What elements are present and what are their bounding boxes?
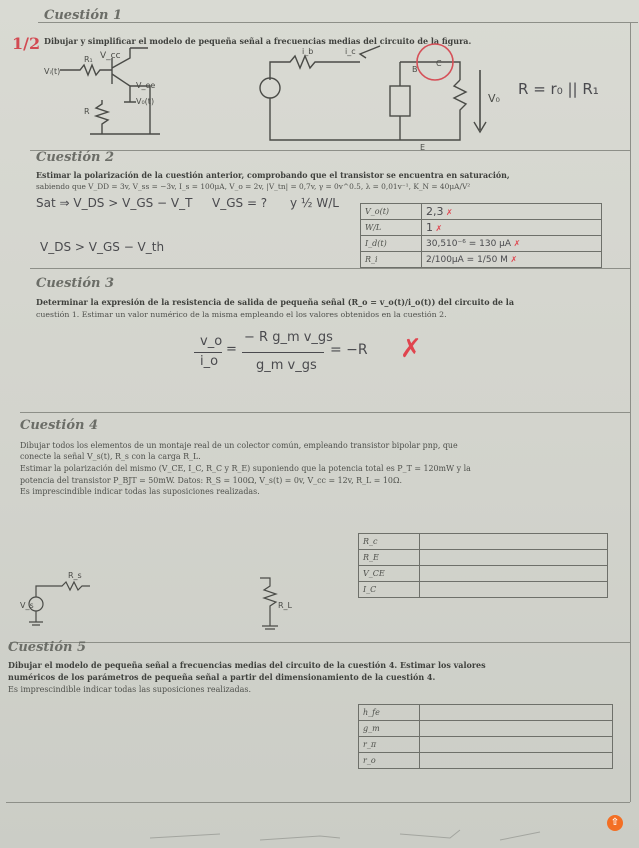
- bottom-scribbles: [20, 808, 620, 848]
- q4-results-table: [358, 533, 608, 598]
- q2-row-label: V_o(t): [361, 204, 422, 220]
- q4-row-answer[interactable]: [420, 534, 608, 550]
- q3-title: Cuestión 3: [36, 276, 115, 291]
- q5-row-answer[interactable]: [420, 721, 613, 737]
- q5-line3: Es imprescindible indicar todas las suposiciones realizadas.: [8, 685, 252, 694]
- q4-label-rs: R_s: [68, 571, 82, 580]
- q3-result: = −R: [330, 342, 368, 358]
- table-row: [359, 753, 613, 769]
- q3-fraction-den: i_o: [200, 354, 219, 369]
- q4-line3: Estimar la polarización del mismo (V_CE, I_C, R_C y R_E) suponiendo que la potencia total es P_T = 120mW y la: [20, 464, 471, 473]
- wrong-mark: ✗: [510, 254, 518, 264]
- q4-label-vs: V_s: [20, 601, 34, 610]
- q3-fraction-num: v_o: [200, 334, 223, 349]
- q2-answer: 30,510⁻⁶ = 130 μA: [426, 238, 512, 249]
- q2-row-label: R_i: [361, 252, 422, 268]
- q5-row-answer[interactable]: [420, 737, 613, 753]
- q1-label-vo: V₀(t): [136, 97, 155, 106]
- q2-hand-note-2: V_DS > V_GS − V_th: [40, 240, 165, 254]
- q5-row-label: r_o: [359, 753, 420, 769]
- q4-row-answer[interactable]: [420, 582, 608, 598]
- section-divider: [38, 22, 638, 23]
- table-row: [361, 220, 602, 236]
- table-row: [359, 582, 608, 598]
- q5-row-label: g_m: [359, 721, 420, 737]
- q2-row-answer[interactable]: [422, 204, 602, 220]
- q3-wrong-mark: ✗: [400, 334, 422, 364]
- q1-text: Dibujar y simplificar el modelo de pequeña señal a frecuencias medias del circuito de la figura.: [44, 36, 472, 46]
- q4-row-label: V_CE: [359, 566, 420, 582]
- table-row: [359, 737, 613, 753]
- q4-row-label: R_E: [359, 550, 420, 566]
- q5-title: Cuestión 5: [8, 640, 87, 655]
- table-row: [359, 534, 608, 550]
- q2-hand-note-1: Sat ⇒ V_DS > V_GS − V_T: [36, 196, 193, 210]
- q4-line2: conecte la señal V_s(t), R_s con la carga R_L.: [20, 452, 201, 461]
- q4-row-answer[interactable]: [420, 550, 608, 566]
- q5-row-label: r_π: [359, 737, 420, 753]
- q3-equals: =: [226, 342, 237, 357]
- q2-answer: 2,3: [426, 205, 444, 218]
- q3-line2: cuestión 1. Estimar un valor numérico de la misma empleando el los valores obtenidos en la cuestión 2.: [36, 310, 447, 319]
- q1-label-r1: R₁: [84, 55, 93, 64]
- q2-hand-note-4: y ½ W/L: [290, 196, 339, 210]
- q1-label-b: B: [412, 65, 418, 74]
- section-divider: [30, 268, 630, 269]
- q4-title: Cuestión 4: [20, 418, 99, 433]
- q5-row-answer[interactable]: [420, 705, 613, 721]
- q2-line2: sabiendo que V_DD = 3v, V_ss = −3v, I_s = 100μA, V_o = 2v, |V_tn| = 0,7v, γ = 0v^0.5, λ = 0,01v⁻¹, K_N = 40μA/V²: [36, 182, 471, 191]
- q1-note-vo: V₀: [488, 92, 500, 105]
- q4-circuit-diagram: [20, 556, 320, 636]
- q1-label-ib: i_b: [302, 47, 314, 56]
- table-row: [359, 550, 608, 566]
- q4-row-answer[interactable]: [420, 566, 608, 582]
- q3-fraction-den-2: g_m v_gs: [256, 358, 317, 373]
- q5-line1: Dibujar el modelo de pequeña señal a frecuencias medias del circuito de la cuestión 4. Estimar los valores: [8, 660, 486, 670]
- q2-row-answer[interactable]: [422, 236, 602, 252]
- section-divider: [10, 642, 630, 643]
- q3-handwritten-answer: [190, 330, 470, 400]
- q1-circuit-diagram: [40, 40, 520, 152]
- q2-answer: 2/100μA = 1/50 M: [426, 254, 508, 265]
- q2-row-label: W/L: [361, 220, 422, 236]
- q1-title: Cuestión 1: [44, 8, 123, 23]
- q5-results-table: [358, 704, 613, 769]
- table-row: [361, 204, 602, 220]
- q1-label-ic: i_c: [345, 47, 356, 56]
- table-row: [359, 566, 608, 582]
- q1-note-r: R = r₀ || R₁: [518, 80, 599, 98]
- q2-answer: 1: [426, 221, 433, 234]
- q4-row-label: R_c: [359, 534, 420, 550]
- q4-label-rl: R_L: [278, 601, 293, 610]
- q4-line4: potencia del transistor P_BJT = 50mW. Datos: R_S = 100Ω, V_s(t) = 0v, V_cc = 12v, R_L = 10Ω.: [20, 476, 403, 485]
- q5-line2: numéricos de los parámetros de pequeña señal a partir del dimensionamiento de la cuestión 4.: [8, 672, 436, 682]
- wrong-mark: ✗: [435, 224, 443, 233]
- section-divider: [6, 802, 630, 803]
- wrong-mark: ✗: [446, 208, 453, 217]
- q5-row-answer[interactable]: [420, 753, 613, 769]
- q3-line1: Determinar la expresión de la resistencia de salida de pequeña señal (R_o = v_o(t)/i_o(t)) del circuito de la: [36, 297, 515, 307]
- q1-label-r: R: [84, 107, 90, 116]
- section-divider: [20, 412, 630, 413]
- q2-row-answer[interactable]: [422, 252, 602, 268]
- q1-label-vi: Vᵢ(t): [44, 67, 61, 76]
- q4-line5: Es imprescindible indicar todas las suposiciones realizadas.: [20, 487, 260, 496]
- table-row: [361, 252, 602, 268]
- q1-label-e: E: [420, 143, 426, 152]
- sheet-border: [630, 22, 631, 802]
- q3-fraction-num-2: − R g_m v_gs: [244, 330, 333, 345]
- wrong-mark: ✗: [513, 238, 521, 248]
- q2-title: Cuestión 2: [36, 150, 115, 165]
- q4-line1: Dibujar todos los elementos de un montaje real de un colector común, empleando transistor bipolar pnp, que: [20, 441, 458, 450]
- q2-hand-note-3: V_GS = ?: [212, 196, 268, 210]
- q2-row-label: I_d(t): [361, 236, 422, 252]
- q1-label-c: C: [436, 59, 442, 68]
- q2-results-table: [360, 203, 602, 268]
- table-row: [361, 236, 602, 252]
- upload-badge-icon[interactable]: ⇧: [607, 815, 623, 831]
- q5-row-label: h_fe: [359, 705, 420, 721]
- score-mark: 1/2: [12, 34, 41, 53]
- q1-label-vee: V_ee: [136, 81, 156, 90]
- q2-row-answer[interactable]: [422, 220, 602, 236]
- q2-line1: Estimar la polarización de la cuestión anterior, comprobando que el transistor se encuentra en saturación,: [36, 171, 510, 180]
- table-row: [359, 705, 613, 721]
- q1-label-vcc: V_cc: [100, 51, 121, 61]
- table-row: [359, 721, 613, 737]
- q4-row-label: I_C: [359, 582, 420, 598]
